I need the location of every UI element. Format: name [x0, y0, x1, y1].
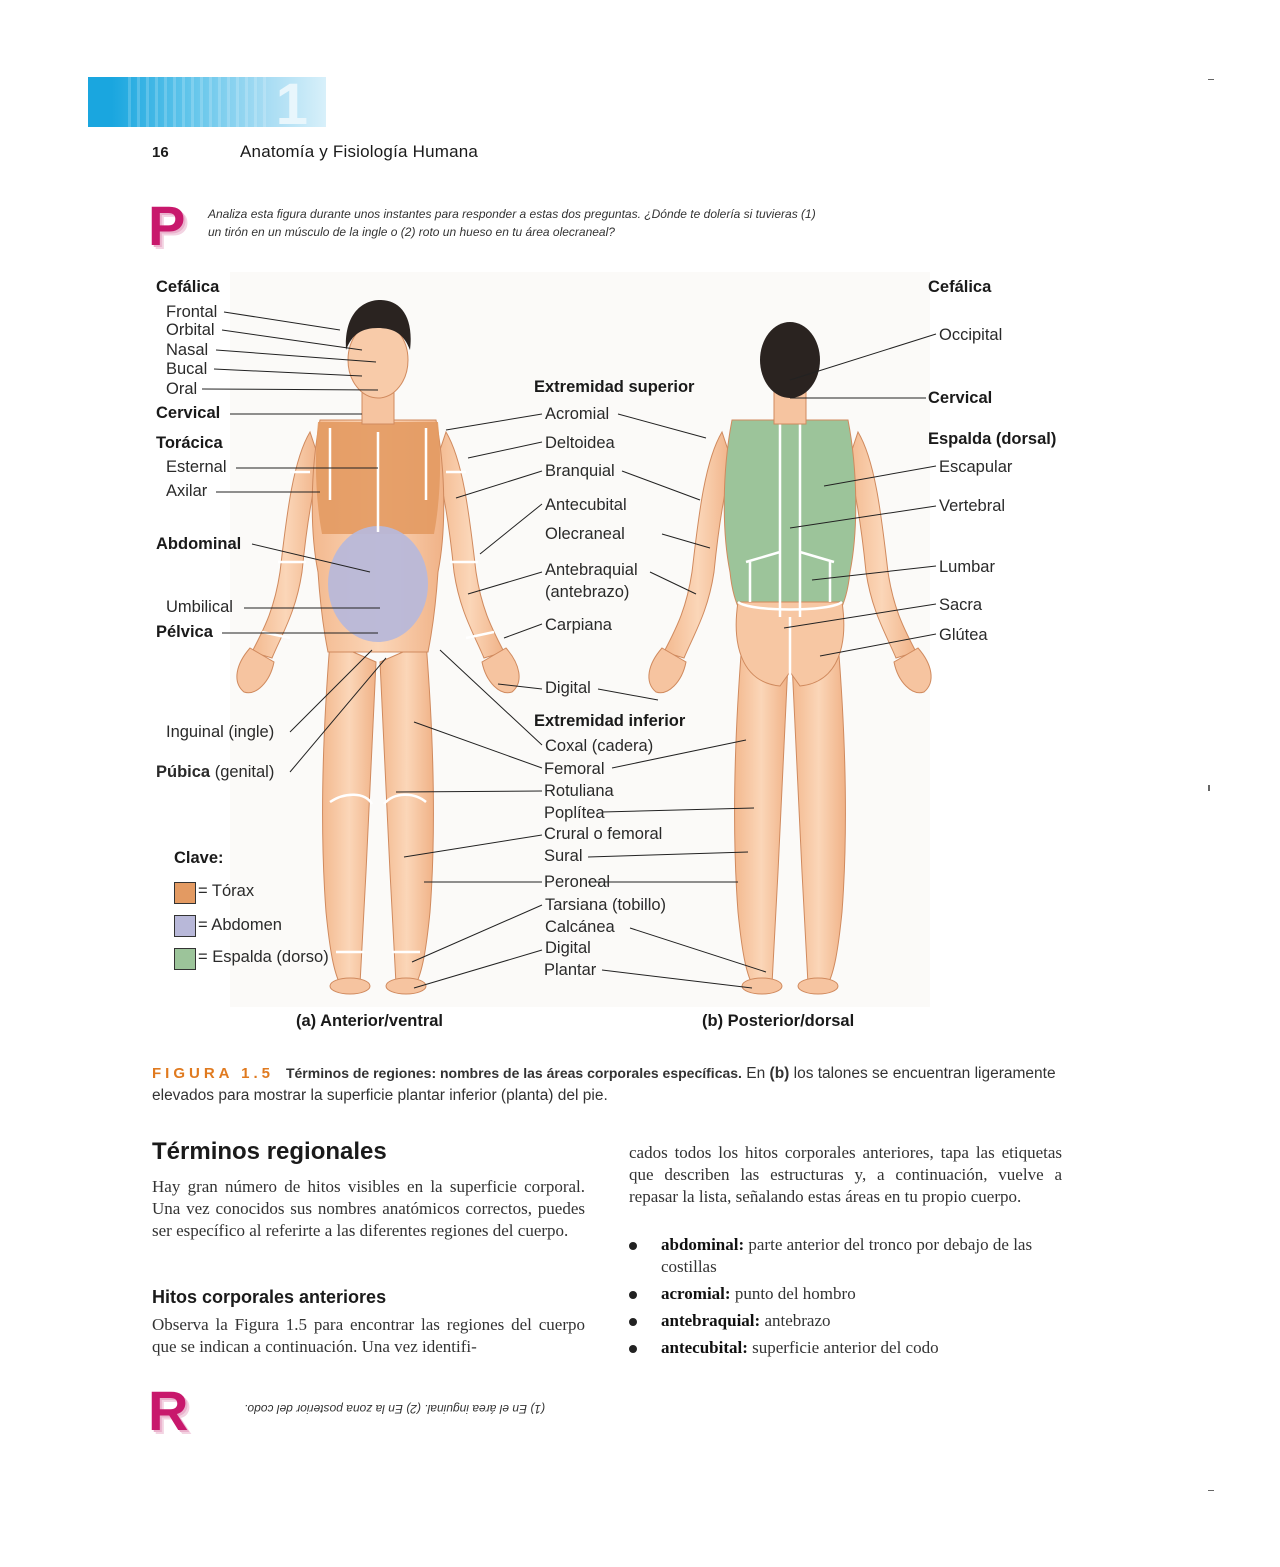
- key-label-back: = Espalda (dorso): [198, 948, 329, 966]
- intro-paragraph: Hay gran número de hitos visibles en la superficie corporal. Una vez conocidos sus nombres anatómicos correctos, puedes ser específico al referirte a las diferentes regiones del cuerpo.: [152, 1177, 585, 1240]
- list-item: antebraquial: antebrazo: [629, 1310, 1069, 1332]
- question-letter: P: [148, 194, 186, 257]
- label-peroneal: Peroneal: [544, 873, 611, 891]
- label-escapular: Escapular: [939, 458, 1013, 476]
- figure-title: Términos de regiones: nombres de las áreas corporales específicas.: [285, 1065, 742, 1081]
- label-plantar: Plantar: [544, 961, 597, 979]
- answer-letter: R: [148, 1379, 189, 1442]
- panel-a-label: (a) Anterior/ventral: [296, 1012, 444, 1030]
- label-bucal: Bucal: [166, 360, 208, 378]
- chapter-banner: [88, 72, 326, 137]
- paragraph-left-column: Observa la Figura 1.5 para encontrar las regiones del cuerpo que se indican a continuación. Una vez identifi-: [152, 1315, 585, 1356]
- label-femoral: Femoral: [544, 760, 605, 778]
- page-number: 16: [152, 144, 169, 161]
- figure-label: FIGURA 1.5: [152, 1065, 274, 1082]
- key-swatch-abdomen: [174, 915, 196, 937]
- question-text: Analiza esta figura durante unos instantes para responder a estas dos preguntas. ¿Dónde te dolería si tuvieras (1) un tirón en un músculo de la ingle o (2) roto un hueso en tu área olecraneal?: [208, 207, 816, 239]
- list-item: acromial: punto del hombro: [629, 1283, 1069, 1305]
- key-label-thorax: = Tórax: [198, 882, 255, 900]
- label-pelvica: Pélvica: [156, 623, 213, 641]
- label-antecubital: Antecubital: [545, 496, 627, 514]
- label-ext-superior: Extremidad superior: [534, 378, 695, 396]
- term-list: [629, 1234, 1069, 1364]
- section-title: Términos regionales: [152, 1138, 387, 1165]
- label-esternal: Esternal: [166, 458, 227, 476]
- book-title: Anatomía y Fisiología Humana: [240, 142, 479, 161]
- label-frontal: Frontal: [166, 303, 218, 321]
- label-ext-inferior: Extremidad inferior: [534, 712, 686, 730]
- label-abdominal: Abdominal: [156, 535, 242, 553]
- label-antebrazo: (antebrazo): [545, 583, 630, 601]
- label-inguinal: Inguinal (ingle): [166, 723, 275, 741]
- label-branquial: Branquial: [545, 462, 615, 480]
- label-espalda: Espalda (dorsal): [928, 430, 1057, 448]
- trim-mark: [1208, 785, 1210, 791]
- label-cefalica: Cefálica: [156, 278, 220, 296]
- label-cefalica-posterior: Cefálica: [928, 278, 992, 296]
- label-axilar: Axilar: [166, 482, 208, 500]
- label-digital: Digital: [545, 679, 591, 697]
- key-swatch-back: [174, 948, 196, 970]
- label-sural: Sural: [544, 847, 583, 865]
- subsection-title: Hitos corporales anteriores: [152, 1287, 387, 1307]
- label-vertebral: Vertebral: [939, 497, 1006, 515]
- key-swatch-thorax: [174, 882, 196, 904]
- key-label-abdomen: = Abdomen: [198, 916, 282, 934]
- label-digital-foot: Digital: [545, 939, 591, 957]
- label-orbital: Orbital: [166, 321, 215, 339]
- label-olecraneal: Olecraneal: [545, 525, 625, 543]
- label-lumbar: Lumbar: [939, 558, 995, 576]
- label-coxal: Coxal (cadera): [545, 737, 654, 755]
- label-pubica: Púbica (genital): [156, 763, 275, 781]
- label-cervical-posterior: Cervical: [928, 389, 993, 407]
- figure-caption: FIGURA 1.5 Términos de regiones: nombres de las áreas corporales específicas. En (b) los talones se encuentran ligeramente elevados para mostrar la superficie plantar inferior (planta) del pie.: [152, 1065, 1056, 1104]
- label-rotuliana: Rotuliana: [544, 782, 614, 800]
- label-umbilical: Umbilical: [166, 598, 233, 616]
- label-deltoidea: Deltoidea: [545, 434, 615, 452]
- label-sacra: Sacra: [939, 596, 983, 614]
- list-item: antecubital: superficie anterior del codo: [629, 1337, 1069, 1359]
- label-oral: Oral: [166, 380, 198, 398]
- label-carpiana: Carpiana: [545, 616, 612, 634]
- chapter-number: 1: [275, 72, 308, 137]
- panel-b-label: (b) Posterior/dorsal: [702, 1012, 855, 1030]
- trim-mark: [1208, 1490, 1214, 1491]
- label-glutea: Glútea: [939, 626, 988, 644]
- label-tarsiana: Tarsiana (tobillo): [545, 896, 667, 914]
- body-regions-figure: [150, 272, 1080, 1042]
- label-crural: Crural o femoral: [544, 825, 663, 843]
- label-acromial: Acromial: [545, 405, 610, 423]
- label-nasal: Nasal: [166, 341, 209, 359]
- key-title: Clave:: [174, 849, 224, 867]
- label-calcanea: Calcánea: [545, 918, 615, 936]
- answer-text-upside-down: (1) En el área inguinal. (2) En la zona posterior del codo.: [244, 1402, 545, 1416]
- label-poplitea: Poplítea: [544, 804, 605, 822]
- trim-mark: [1208, 79, 1214, 80]
- label-toracica: Torácica: [156, 434, 223, 452]
- list-item: abdominal: parte anterior del tronco por debajo de las costillas: [629, 1234, 1069, 1278]
- label-antebraquial: Antebraquial: [545, 561, 638, 579]
- label-cervical: Cervical: [156, 404, 221, 422]
- label-occipital: Occipital: [939, 326, 1003, 344]
- paragraph-right-column: cados todos los hitos corporales anteriores, tapa las etiquetas que describen las estructuras y, a continuación, vuelve a repasar la lista, señalando estas áreas en tu propio cuerpo.: [629, 1143, 1062, 1206]
